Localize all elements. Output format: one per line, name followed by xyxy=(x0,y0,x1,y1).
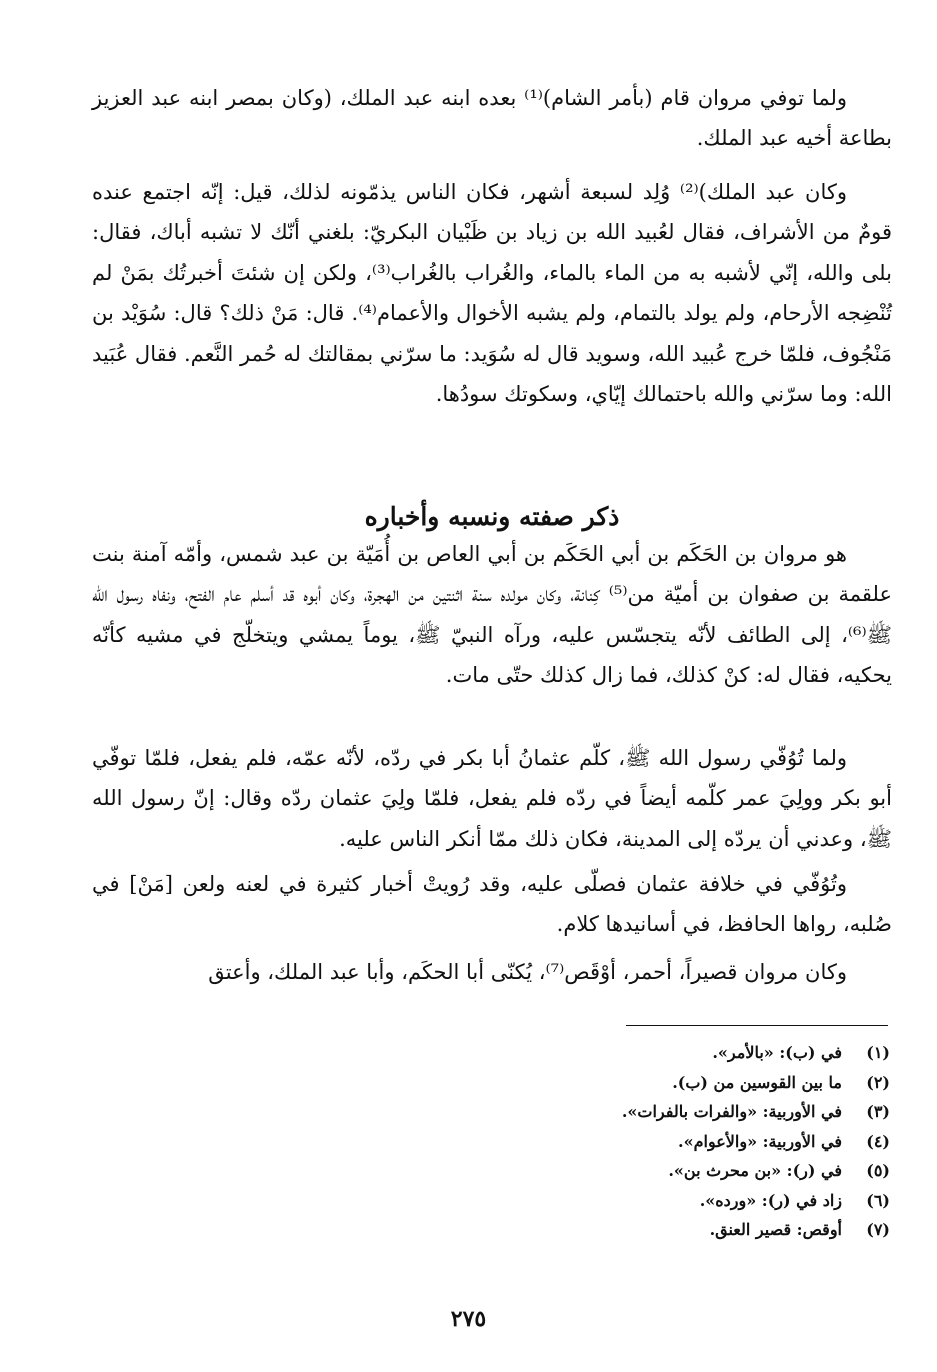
paragraph-text: هو مروان بن الحَكَم بن أبي الحَكَم بن أبي العاص بن أُمَيّة بن عبد شمس، وأمّه آمنة بنت علقمة بن صفوان بن أميّة من⁽⁵⁾ كِنانة، وكان مولده سنة اثنتين من الهجرة، وكان أبوه قد أسلم عام الفتح، ونفاه رسول الله ﷺ⁽⁶⁾، إلى الطائف لأنّه يتجسّس عليه، ورآه النبيّ ﷺ، يوماً يمشي ويتخلّج في مشيه كأنّه يحكيه، فقال له: كنْ كذلك، فما زال كذلك حتّى مات. xyxy=(92,542,892,688)
paragraph-text: وكان مروان قصيراً، أحمر، أوْقَص⁽⁷⁾، يُكنّى أبا الحكَم، وأبا عبد الملك، وأعتق xyxy=(208,960,847,984)
footnote-text: ما بين القوسين من (ب). xyxy=(672,1072,842,1092)
footnote-item xyxy=(470,1038,890,1068)
footnotes-list xyxy=(470,1038,890,1245)
footnote-text: أوقص: قصير العنق. xyxy=(709,1220,842,1239)
paragraph-death xyxy=(92,864,892,945)
footnote-text: زاد في (ر): «ورده». xyxy=(699,1190,842,1210)
footnote-number: (٥) xyxy=(866,1161,890,1180)
footnote-item xyxy=(470,1097,890,1127)
footnote-number: (٦) xyxy=(866,1190,890,1210)
footnote-number: (٧) xyxy=(866,1220,890,1239)
paragraph-text: وكان عبد الملك)⁽²⁾ وُلِد لسبعة أشهر، فكان الناس يذمّونه لذلك، قيل: إنّه اجتمع عنده قومٌ من الأشراف، فقال لعُبيد الله بن زياد بن ظَبْيان البكريّ: بلغني أنّك لا تشبه أباك، فقال: بلى والله، إنّي لأشبه به من الماء بالماء، والغُراب بالغُراب⁽³⁾، ولكن إن شئتَ أخبرتُك بمَنْ لم تُنْضِجه الأرحام، ولم يولد بالتمام، ولم يشبه الأخوال والأعمام⁽⁴⁾. قال: مَنْ ذلك؟ قال: سُوَيْد بن مَنْجُوف، فلمّا خرج عُبيد الله، وسويد قال له سُوَيد: ما سرّني بمقالتك له حُمر النَّعم. فقال عُبَيد الله: وما سرّني والله باحتمالك إيّاي، وسكوتك سودُها. xyxy=(92,180,892,407)
footnote-item xyxy=(470,1068,890,1098)
paragraph-return xyxy=(92,738,892,859)
footnote-item xyxy=(470,1215,890,1245)
section-heading: ذكر صفته ونسبه وأخباره xyxy=(364,501,620,531)
footnote-number: (١) xyxy=(866,1043,890,1062)
footnote-number: (٤) xyxy=(866,1131,890,1151)
footnote-text: في الأوربية: «والفرات بالفرات». xyxy=(621,1102,842,1121)
paragraph-text: وتُوُفّي في خلافة عثمان فصلّى عليه، وقد رُويتْ أخبار كثيرة في لعنه ولعن [مَنْ] في صُلبه، رواها الحافظ، في أسانيدها كلام. xyxy=(92,872,892,937)
footnote-text: في الأوربية: «والأعوام». xyxy=(678,1131,842,1151)
footnote-item xyxy=(470,1127,890,1157)
footnote-number: (٣) xyxy=(866,1102,890,1121)
footnote-item xyxy=(470,1156,890,1186)
footnote-text: في (ب): «بالأمر». xyxy=(712,1043,842,1062)
footnote-number: (٢) xyxy=(866,1072,890,1092)
footnote-divider xyxy=(626,1025,888,1026)
page-number: ٢٧٥ xyxy=(450,1306,487,1332)
paragraph-text: ولما توفي مروان قام (بأمر الشام)⁽¹⁾ بعده ابنه عبد الملك، (وكان بمصر ابنه عبد العزيز بطاعة أخيه عبد الملك. xyxy=(92,86,892,151)
footnote-text: في (ر): «بن محرث بن». xyxy=(668,1161,842,1180)
paragraph-description xyxy=(92,952,892,992)
paragraph-accession xyxy=(92,78,892,159)
footnote-item xyxy=(470,1186,890,1216)
paragraph-text: ولما تُوُفّي رسول الله ﷺ، كلّم عثمانُ أبا بكر في ردّه، لأنّه عمّه، فلم يفعل، فلمّا توفّي أبو بكر وولِيَ عمر كلّمه أيضاً في ردّه فلم يفعل، فلمّا ولِيَ عثمان ردّه وقال: إنّ رسول الله ﷺ، وعدني أن يردّه إلى المدينة، فكان ذلك ممّا أنكر الناس عليه. xyxy=(92,746,892,851)
paragraph-lineage xyxy=(92,534,892,696)
paragraph-birth-anecdote xyxy=(92,172,892,414)
